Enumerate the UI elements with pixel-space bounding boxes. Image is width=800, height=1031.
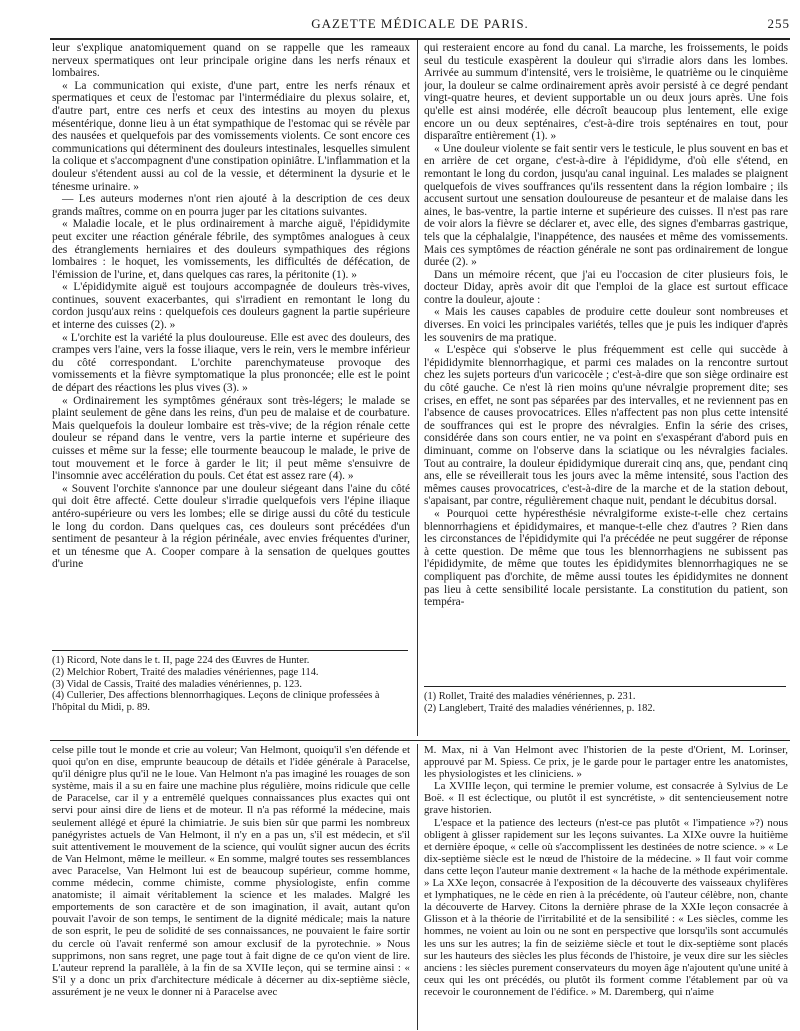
footnote: (1) Ricord, Note dans le t. II, page 224 des Œuvres de Hunter. bbox=[52, 655, 310, 666]
paragraph: « La communication qui existe, d'une part, entre les nerfs rénaux et spermatiques et ceux de l'estomac par l'intermédiaire du plexus solaire, et, d'autre part, entre ces nerfs et ceux des intestins au moyen du plexus mésentérique, donne lieu à un état sympathique de l'estomac qui se révèle par des nausées et quelquefois par des vomissements violents. Ce sont encore ces communications qui déterminent des douleurs intestinales, lesquelles simulent la colique et s'accompagnent d'une constipation opiniâtre. L'inflammation et la douleur s'étendent aussi au col de la vessie, et déterminent la dysurie et le ténesme urinaire. » bbox=[52, 79, 410, 193]
paragraph: La XVIIIe leçon, qui termine le premier volume, est consacrée à Sylvius de Le Boë. « Il est éclectique, ou plutôt il est syncrétiste, » dit sentencieusement notre grave historien. bbox=[424, 780, 788, 817]
bottom-left-column bbox=[52, 744, 410, 1031]
footnote-rule-right bbox=[424, 686, 786, 687]
footnote-rule-left bbox=[52, 650, 408, 651]
paragraph: « L'épididymite aiguë est toujours accompagnée de douleurs très-vives, continues, souvent exacerbantes, qui s'irradient en remontant le long du cordon jusqu'aux reins : quelquefois ces douleurs gagnent la partie supérieure et interne des cuisses (2). » bbox=[52, 281, 410, 332]
top-right-column bbox=[424, 42, 788, 682]
paragraph: « L'espèce qui s'observe le plus fréquemment est celle qui succède à l'épididymite blennorrhagique, et parmi ces malades on la rencontre surtout chez les sujets porteurs d'un varicocèle ; c'est-à-dire que son siège ordinaire est du côté gauche. Ce n'est là rien moins qu'une névralgie proprement dite; ses crises, en effet, ne sont pas séparées par des intervalles, et ne reviennent pas en l'absence de causes provocatrices. Elles n'affectent pas non plus cette intensité de souffrances qui est le propre des névralgies. Enfin la série des crises, considérée dans son cours entier, ne va point en s'exaspérant d'abord puis en diminuant, comme on l'observe dans la sciatique ou les névralgies faciales. Tout au contraire, la douleur épididymique durerait cinq ans, que, pendant cinq ans, elle se réveillerait tous les jours avec la même intensité, sous l'action des mêmes causes provocatrices, c'est-à-dire de la marche et de la station debout, s'apaisant, par contre, régulièrement chaque nuit, pendant le décubitus dorsal. bbox=[424, 344, 788, 508]
top-right-footnotes bbox=[424, 691, 788, 737]
footnote: (2) Langlebert, Traité des maladies vénériennes, p. 182. bbox=[424, 702, 656, 714]
top-left-column bbox=[52, 42, 410, 646]
paragraph: « Une douleur violente se fait sentir vers le testicule, le plus souvent en bas et en arrière de cet organe, c'est-à-dire à l'épididyme, d'où elle s'étend, en remontant le long du cordon, jusqu'au canal inguinal. Les malades se plaignent quelquefois de vives souffrances qu'ils ressentent dans la région lombaire ; ils accusent surtout une sensation douloureuse de pesanteur et de malaise dans les aines, le bas-ventre, la partie interne et supérieure des cuisses. Il n'est pas rare de voir alors la fièvre se déclarer et, avec elle, des signes d'embarras gastrique, tels que la céphalalgie, l'inappétence, des nausées et même des vomissements. Mais ces symptômes de réaction générale ne sont pas ordinairement de longue durée (2). » bbox=[424, 142, 788, 269]
column-divider-bottom bbox=[417, 744, 418, 1030]
paragraph: « Ordinairement les symptômes généraux sont très-légers; le malade se plaint seulement de gêne dans les reins, d'un peu de malaise et de courbature. Mais quelquefois la douleur lombaire est très-vive; de la région rénale cette douleur se répand dans le ventre, vers la partie interne et supérieure des cuisses et même sur la fesse; elle tourmente beaucoup le malade, le prive de tout mouvement et le force à garder le lit; il peut même s'ensuivre de l'insomnie avec accélération du pouls. Cet état est assez rare (4). » bbox=[52, 394, 410, 483]
header-rule bbox=[50, 38, 790, 40]
top-left-footnotes bbox=[52, 655, 410, 737]
paragraph: « Mais les causes capables de produire cette douleur sont nombreuses et diverses. En voici les principales variétés, telles que je puis les indiquer d'après les souvenirs de ma pratique. bbox=[424, 306, 788, 344]
footnote: (1) Rollet, Traité des maladies vénériennes, p. 231. bbox=[424, 691, 636, 702]
paragraph: celse pille tout le monde et crie au voleur; Van Helmont, quoiqu'il s'en défende et quoi qu'on en dise, emprunte beaucoup de détails et l'idée générale à Paracelse, qu'il dénigre plus qu'il ne le loue. Van Helmont n'a pas imaginé les rouages de son système, mais il a su en faire une machine plus régulière, moins ridicule que celle de Paracelse, car il y a entremêlé quelques connaissances plus exactes qui ont servi pour ainsi dire de liens et de moteur. Il n'a pas réformé la médecine, mais seulement allégé et épuré la chimiatrie. Je suis bien sûr que parmi les nombreux panégyristes actuels de Van Helmont, il n'y en a pas un, s'il est médecin, et s'il suit attentivement le mouvement de la science, qui voulût signer aucun des écrits de Van Helmont, même le meilleur. « En somme, malgré toutes ses ressemblances avec Paracelse, Van Helmont lui est de beaucoup supérieur, comme homme, comme médecin, comme chimiste, comme physiologiste, enfin comme anatomiste; il aimait véritablement la science et les malades. Malgré les emportements de son caractère et de son imagination, il avait, autant qu'on pouvait l'avoir de son temps, le sentiment de la dignité médicale; mais la nature de son esprit, le peu de solidité de ses connaissances, ne pouvaient le faire sortir du cercle où l'avait renfermé son amour exclusif de la pyrotechnie. » Nous supprimons, non sans regret, une page tout à fait digne de ce qu'on vient de lire. L'auteur reprend la parallèle, à la fin de sa XVIIe leçon, qui se termine ainsi : « S'il y a donc un prix d'architecture médicale à décerner au dix-septième siècle, assurément je ne veux le donner ni à Paracelse avec bbox=[52, 744, 410, 998]
page-header bbox=[50, 16, 790, 36]
running-title: GAZETTE MÉDICALE DE PARIS. bbox=[311, 16, 529, 31]
page-number: 255 bbox=[767, 16, 790, 31]
paragraph: « L'orchite est la variété la plus douloureuse. Elle est avec des douleurs, des crampes vers l'aine, vers la fosse iliaque, vers le rein, vers le membre inférieur du côté correspondant. L'orchite parenchymateuse provoque des vomissements et la fièvre symptomatique la plus prononcée; elle est le point de départ des réactions les plus vives (3). » bbox=[52, 331, 410, 395]
bottom-right-column bbox=[424, 744, 788, 1031]
paragraph: « Souvent l'orchite s'annonce par une douleur siégeant dans l'aine du côté qui doit être affecté. Cette douleur s'irradie quelquefois vers l'épine iliaque antéro-supérieure ou vers les lombes; elle se dirige aussi du côté du testicule le long du cordon. Dans quelques cas, ces douleurs sont précédées d'un sentiment de pesanteur à la région périnéale, avec envies fréquentes d'uriner, et un ténesme que A. Cooper compare à la sensation de quelques gouttes d'urine bbox=[52, 482, 410, 571]
footnote: (2) Melchior Robert, Traité des maladies vénériennes, page 114. bbox=[52, 666, 319, 678]
column-divider-top bbox=[417, 40, 418, 736]
paragraph: qui resteraient encore au fond du canal. La marche, les froissements, le poids seul du testicule exaspèrent la douleur qui s'irradie alors dans les lombes. Arrivée au summum d'intensité, vers le troisième, le quatrième ou le cinquième jour, la douleur se calme ordinairement après avoir persisté à ce degré pendant vingt-quatre heures, et devient supportable un ou deux jours après. Une fois qu'elle est ainsi modérée, elle décroît beaucoup plus lentement, elle exige encore un ou deux septénaires, c'est-à-dire trois septénaires en tout, pour disparaître entièrement (1). » bbox=[424, 42, 788, 143]
paragraph: Dans un mémoire récent, que j'ai eu l'occasion de citer plusieurs fois, le docteur Diday, après avoir dit que l'emploi de la glace est surtout efficace contre la douleur, ajoute : bbox=[424, 268, 788, 306]
section-rule bbox=[50, 740, 790, 741]
paragraph: M. Max, ni à Van Helmont avec l'historien de la peste d'Orient, M. Lorinser, approuvé par M. Spiess. Ce prix, je le garde pour le partager entre les anatomistes, les physiologistes et les cliniciens. » bbox=[424, 744, 788, 781]
paragraph: « Maladie locale, et le plus ordinairement à marche aiguë, l'épididymite peut exciter une réaction générale fébrile, des symptômes analogues à ceux des étranglements herniaires et des douleurs sympathiques des régions lombaires : le hoquet, les vomissements, les difficultés de défécation, de l'émission de l'urine, et, dans quelques cas rares, la péritonite (1). » bbox=[52, 218, 410, 281]
paragraph: « Pourquoi cette hypéresthésie névralgiforme existe-t-elle chez certains blennorrhagiens et épididymaires, et manque-t-elle chez d'autres ? Rien dans les circonstances de l'épididymite qui l'a précédée ne peut suggérer de réponse à cette question. De même que tous les blennorrhagiens ne subissent pas l'épididymite, de même que toutes les épididymites blennorrhagiques ne se compliquent pas d'orchite, de même aussi toutes les épididymites ne donnent pas lieu à cette sensibilité locale persistante. La constitution du patient, son tempéra- bbox=[424, 507, 788, 609]
paragraph: L'espace et la patience des lecteurs (n'est-ce pas plutôt « l'impatience »?) nous obligent à glisser rapidement sur les leçons suivantes. La XIXe ouvre la huitième et dernière époque, « celle où s'accomplissent les destinées de notre science. » « Le dix-septième siècle est le nœud de l'histoire de la médecine. » Il faut voir comme dans cette leçon l'auteur manie dextrement « la hache de la méthode expérimentale. » La XXe leçon, consacrée à l'exposition de la découverte des vaisseaux chylifères et lymphatiques, ne le cède en rien à la précédente, où l'auteur célèbre, non, chante la découverte de Harvey. Citons la dernière phrase de la XXIe leçon consacrée à Glisson et à la théorie de l'irritabilité et de la sensibilité : « Les siècles, comme les hommes, ne voient au loin ou ne sont en perspective que lorsqu'ils sont accumulés les uns sur les autres; la fin de seizième siècle et tout le dix-septième sont placés sur les hauteurs des siècles les plus féconds de l'histoire, je veux dire sur les siècles anciens : les siècles purement conservateurs du moyen âge n'ajoutent qu'une unité à ceux qui les ont précédés, ou plutôt ils forment comme l'établement par où va recevoir le couronnement de l'édifice. » M. Daremberg, qui n'aime bbox=[424, 816, 788, 998]
footnote: (3) Vidal de Cassis, Traité des maladies vénériennes, p. 123. bbox=[52, 678, 302, 690]
paragraph: — Les auteurs modernes n'ont rien ajouté à la description de ces deux grands maîtres, comme on en pourra juger par les citations suivantes. bbox=[52, 193, 410, 218]
footnote: (4) Cullerier, Des affections blennorrhagiques. Leçons de clinique professées à l'hôpital du Midi, p. 89. bbox=[52, 690, 380, 714]
paragraph: leur s'explique anatomiquement quand on se rappelle que les rameaux nerveux spermatiques ont leur principale origine dans les nerfs rénaux et lombaires. bbox=[52, 42, 410, 80]
